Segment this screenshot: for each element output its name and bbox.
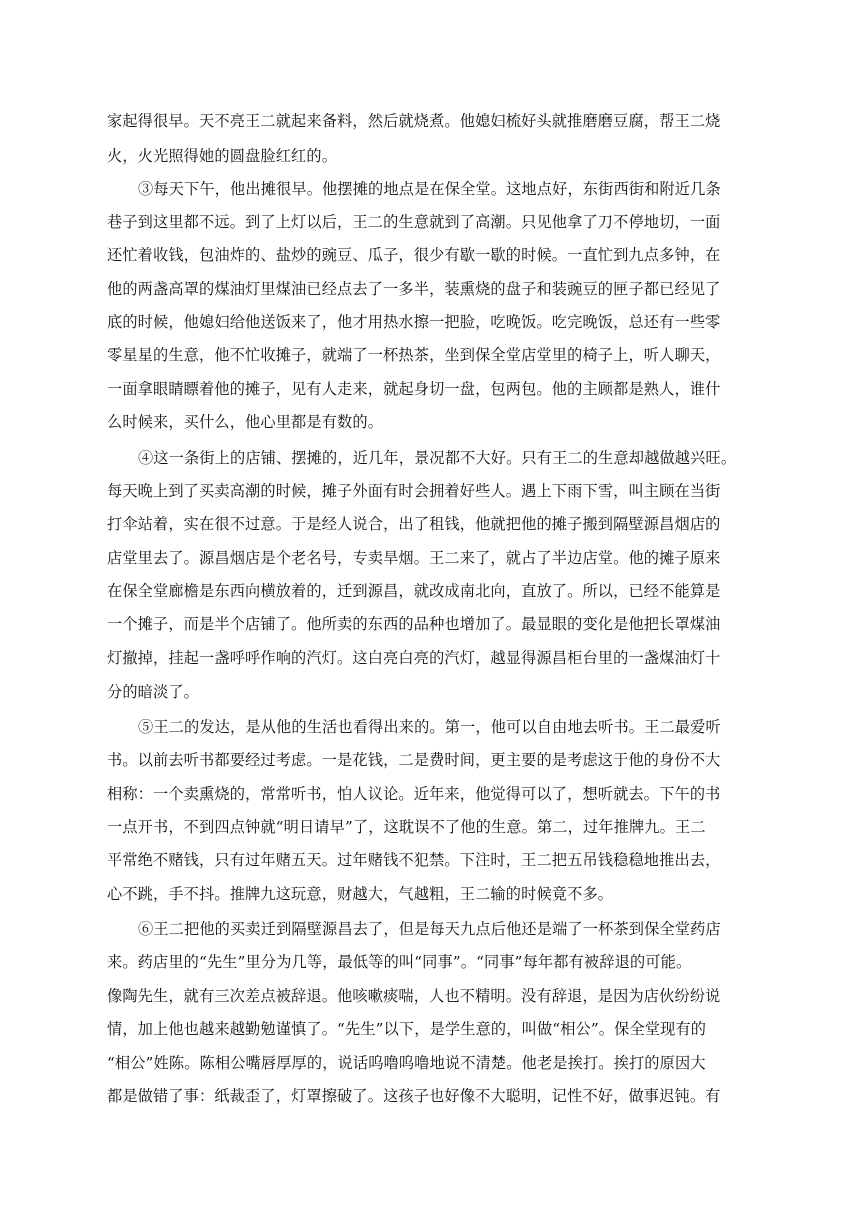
text-line: “相公”姓陈。陈相公嘴唇厚厚的，说话呜噜呜噜地说不清楚。他老是挨打。挨打的原因大 — [107, 1054, 706, 1072]
text-line: 一面拿眼睛瞟着他的摊子，见有人走来，就起身切一盘，包两包。他的主顾都是熟人，谁什 — [107, 380, 721, 398]
text-line: 分的暗淡了。 — [107, 683, 200, 701]
text-line: 书。以前去听书都要经过考虑。一是花钱，二是费时间，更主要的是考虑这于他的身份不大 — [107, 751, 721, 769]
text-line: 底的时候，他媳妇给他送饭来了，他才用热水擦一把脸，吃晚饭。吃完晚饭，总还有一些零 — [107, 313, 721, 331]
text-line: 零星星的生意，他不忙收摊子，就端了一杯热茶，坐到保全堂店堂里的椅子上，听人聊天， — [107, 346, 721, 364]
text-line: 来。药店里的“先生”里分为几等，最低等的叫“同事”。“同事”每年都有被辞退的可能。 — [107, 953, 692, 971]
text-line: 情，加上他也越来越勤勉谨慎了。“先生”以下，是学生意的，叫做“相公”。保全堂现有的 — [107, 1020, 707, 1038]
paragraph-5-start: ⑤王二的发达，是从他的生活也看得出来的。第一，他可以自由地去听书。王二最爱听 — [138, 718, 721, 736]
text-line: 相称：一个卖熏烧的，常常听书，怕人议论。近年来，他觉得可以了，想听就去。下午的书 — [107, 785, 721, 803]
text-line: 像陶先生，就有三次差点被辞退。他咳嗽痰喘，人也不精明。没有辞退，是因为店伙纷纷说 — [107, 987, 721, 1005]
paragraph-4-start: ④这一条街上的店铺、摆摊的，近几年，景况都不大好。只有王二的生意却越做越兴旺。 — [138, 449, 737, 467]
text-line: 每天晚上到了买卖高潮的时候，摊子外面有时会拥着好些人。遇上下雨下雪，叫主顾在当街 — [107, 482, 721, 500]
text-line: 打伞站着，实在很不过意。于是经人说合，出了租钱，他就把他的摊子搬到隔壁源昌烟店的 — [107, 515, 721, 533]
text-line: 一点开书，不到四点钟就“明日请早”了，这耽误不了他的生意。第二，过年推牌九。王二 — [107, 818, 706, 836]
text-line: 都是做错了事：纸裁歪了，灯罩擦破了。这孩子也好像不大聪明，记性不好，做事迟钝。有 — [107, 1087, 721, 1105]
text-line: 还忙着收钱，包油炸的、盐炒的豌豆、瓜子，很少有歇一歇的时候。一直忙到九点多钟，在 — [107, 246, 721, 264]
text-line: 店堂里去了。源昌烟店是个老名号，专卖旱烟。王二来了，就占了半边店堂。他的摊子原来 — [107, 549, 721, 567]
text-line: 家起得很早。天不亮王二就起来备料，然后就烧煮。他媳妇梳好头就推磨磨豆腐，帮王二烧 — [107, 112, 721, 130]
text-line: 么时候来，买什么，他心里都是有数的。 — [107, 413, 384, 431]
paragraph-6-start: ⑥王二把他的买卖迁到隔壁源昌去了，但是每天九点后他还是端了一杯茶到保全堂药店 — [138, 920, 721, 938]
paragraph-3-start: ③每天下午，他出摊很早。他摆摊的地点是在保全堂。这地点好，东街西街和附近几条 — [138, 180, 721, 198]
text-line: 火，火光照得她的圆盘脸红红的。 — [107, 147, 338, 165]
text-line: 一个摊子，而是半个店铺了。他所卖的东西的品种也增加了。最显眼的变化是他把长罩煤油 — [107, 615, 721, 633]
text-line: 巷子到这里都不远。到了上灯以后，王二的生意就到了高潮。只见他拿了刀不停地切，一面 — [107, 213, 721, 231]
text-line: 平常绝不赌钱，只有过年赌五天。过年赌钱不犯禁。下注时，王二把五吊钱稳稳地推出去， — [107, 851, 721, 869]
text-line: 灯撤掉，挂起一盏呼呼作响的汽灯。这白亮白亮的汽灯，越显得源昌柜台里的一盏煤油灯十 — [107, 649, 721, 667]
text-line: 在保全堂廊檐是东西向横放着的，迁到源昌，就改成南北向，直放了。所以，已经不能算是 — [107, 582, 721, 600]
text-line: 心不跳，手不抖。推牌九这玩意，财越大，气越粗，王二输的时候竟不多。 — [107, 885, 614, 903]
text-line: 他的两盏高罩的煤油灯里煤油已经点去了一多半，装熏烧的盘子和装豌豆的匣子都已经见了 — [107, 280, 721, 298]
